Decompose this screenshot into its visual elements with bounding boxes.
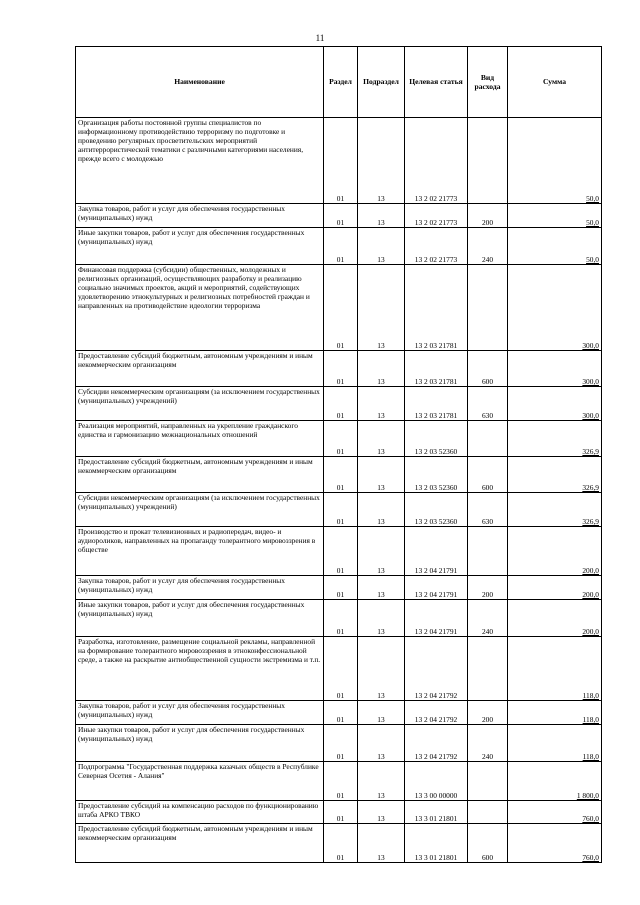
row-expense-type bbox=[468, 118, 508, 204]
row-target: 13 2 03 52360 bbox=[405, 493, 468, 527]
row-target: 13 2 04 21792 bbox=[405, 701, 468, 725]
row-target: 13 2 04 21791 bbox=[405, 600, 468, 637]
row-amount: 50,0 bbox=[508, 118, 602, 204]
row-amount: 300,0 bbox=[508, 265, 602, 351]
row-amount: 760,0 bbox=[508, 824, 602, 863]
row-subsection: 13 bbox=[358, 118, 405, 204]
row-expense-type: 240 bbox=[468, 228, 508, 265]
row-subsection: 13 bbox=[358, 493, 405, 527]
row-expense-type: 200 bbox=[468, 204, 508, 228]
row-name: Иные закупки товаров, работ и услуг для обеспечения государственных (муниципальных) нужд bbox=[76, 725, 324, 762]
row-subsection: 13 bbox=[358, 824, 405, 863]
table-row bbox=[76, 824, 602, 863]
row-amount: 326,9 bbox=[508, 457, 602, 493]
row-expense-type bbox=[468, 527, 508, 576]
row-subsection: 13 bbox=[358, 801, 405, 824]
row-section: 01 bbox=[324, 576, 358, 600]
row-section: 01 bbox=[324, 701, 358, 725]
row-amount: 50,0 bbox=[508, 204, 602, 228]
table-row bbox=[76, 576, 602, 600]
row-section: 01 bbox=[324, 204, 358, 228]
row-section: 01 bbox=[324, 527, 358, 576]
row-subsection: 13 bbox=[358, 228, 405, 265]
budget-table bbox=[75, 46, 602, 863]
row-name: Субсидии некоммерческим организациям (за исключением государственных (муниципальных) учреждений) bbox=[76, 387, 324, 421]
row-section: 01 bbox=[324, 725, 358, 762]
row-subsection: 13 bbox=[358, 351, 405, 387]
row-subsection: 13 bbox=[358, 762, 405, 801]
row-name: Закупка товаров, работ и услуг для обеспечения государственных (муниципальных) нужд bbox=[76, 204, 324, 228]
row-subsection: 13 bbox=[358, 457, 405, 493]
row-target: 13 2 04 21792 bbox=[405, 637, 468, 701]
row-subsection: 13 bbox=[358, 701, 405, 725]
row-section: 01 bbox=[324, 801, 358, 824]
row-section: 01 bbox=[324, 762, 358, 801]
row-section: 01 bbox=[324, 387, 358, 421]
row-name: Разработка, изготовление, размещение социальной рекламы, направленной на формирование толерантного мировоззрения в этноконфессиональной среде, а также на раскрытие антиобщественной сущности экстремизма и т.п. bbox=[76, 637, 324, 701]
row-name: Реализация мероприятий, направленных на укрепление гражданского единства и гармонизацию межнациональных отношений bbox=[76, 421, 324, 457]
row-amount: 300,0 bbox=[508, 351, 602, 387]
row-expense-type: 630 bbox=[468, 493, 508, 527]
row-name: Финансовая поддержка (субсидии) общественных, молодежных и религиозных организаций, осуществляющих разработку и реализацию социально значимых проектов, акций и мероприятий, содействующих удовлетворению этнокультурных и религиозных потребностей граждан и направленных на противодействие идеологии терроризма bbox=[76, 265, 324, 351]
table-row bbox=[76, 265, 602, 351]
row-subsection: 13 bbox=[358, 204, 405, 228]
table-row bbox=[76, 387, 602, 421]
row-section: 01 bbox=[324, 228, 358, 265]
row-name: Иные закупки товаров, работ и услуг для обеспечения государственных (муниципальных) нужд bbox=[76, 600, 324, 637]
row-target: 13 2 02 21773 bbox=[405, 228, 468, 265]
row-name: Субсидии некоммерческим организациям (за исключением государственных (муниципальных) учреждений) bbox=[76, 493, 324, 527]
row-name: Предоставление субсидий бюджетным, автономным учреждениям и иным некоммерческим организациям bbox=[76, 457, 324, 493]
table-row bbox=[76, 351, 602, 387]
row-name: Иные закупки товаров, работ и услуг для обеспечения государственных (муниципальных) нужд bbox=[76, 228, 324, 265]
row-section: 01 bbox=[324, 421, 358, 457]
header-subsection: Подраздел bbox=[358, 47, 405, 118]
table-row bbox=[76, 725, 602, 762]
row-subsection: 13 bbox=[358, 600, 405, 637]
row-amount: 118,0 bbox=[508, 637, 602, 701]
row-target: 13 2 02 21773 bbox=[405, 204, 468, 228]
row-expense-type bbox=[468, 637, 508, 701]
row-amount: 50,0 bbox=[508, 228, 602, 265]
row-subsection: 13 bbox=[358, 637, 405, 701]
table-row bbox=[76, 204, 602, 228]
row-expense-type: 600 bbox=[468, 824, 508, 863]
row-target: 13 2 03 21781 bbox=[405, 265, 468, 351]
row-expense-type: 600 bbox=[468, 457, 508, 493]
table-row bbox=[76, 493, 602, 527]
row-target: 13 2 04 21792 bbox=[405, 725, 468, 762]
row-name: Предоставление субсидий бюджетным, автономным учреждениям и иным некоммерческим организациям bbox=[76, 351, 324, 387]
row-target: 13 2 03 52360 bbox=[405, 457, 468, 493]
row-amount: 118,0 bbox=[508, 701, 602, 725]
row-name: Подпрограмма "Государственная поддержка казачьих обществ в Республике Северная Осетия - Алания" bbox=[76, 762, 324, 801]
row-name: Предоставление субсидий на компенсацию расходов по функционированию штаба АРКО ТВКО bbox=[76, 801, 324, 824]
row-section: 01 bbox=[324, 493, 358, 527]
row-name: Организация работы постоянной группы специалистов по информационному противодействию терроризму по подготовке и проведению регулярных просветительских мероприятий антитеррористической тематики с различными категориями населения, прежде всего с молодежью bbox=[76, 118, 324, 204]
header-expense-type: Вид расхода bbox=[468, 47, 508, 118]
page-number: 11 bbox=[315, 33, 325, 43]
row-target: 13 2 02 21773 bbox=[405, 118, 468, 204]
row-target: 13 2 04 21791 bbox=[405, 576, 468, 600]
row-name: Закупка товаров, работ и услуг для обеспечения государственных (муниципальных) нужд bbox=[76, 701, 324, 725]
row-subsection: 13 bbox=[358, 576, 405, 600]
row-amount: 200,0 bbox=[508, 576, 602, 600]
row-section: 01 bbox=[324, 265, 358, 351]
row-name: Производство и прокат телевизионных и радиопередач, видео- и аудиороликов, направленных на пропаганду толерантного мировоззрения в обществе bbox=[76, 527, 324, 576]
row-amount: 326,9 bbox=[508, 421, 602, 457]
row-expense-type bbox=[468, 421, 508, 457]
table-row bbox=[76, 600, 602, 637]
row-target: 13 2 04 21791 bbox=[405, 527, 468, 576]
table-row bbox=[76, 527, 602, 576]
row-expense-type: 240 bbox=[468, 725, 508, 762]
header-amount: Сумма bbox=[508, 47, 602, 118]
table-row bbox=[76, 801, 602, 824]
row-subsection: 13 bbox=[358, 421, 405, 457]
row-section: 01 bbox=[324, 600, 358, 637]
table-row bbox=[76, 457, 602, 493]
row-section: 01 bbox=[324, 351, 358, 387]
row-target: 13 3 01 21801 bbox=[405, 801, 468, 824]
table-row bbox=[76, 421, 602, 457]
row-target: 13 2 03 52360 bbox=[405, 421, 468, 457]
row-expense-type bbox=[468, 801, 508, 824]
row-amount: 326,9 bbox=[508, 493, 602, 527]
row-subsection: 13 bbox=[358, 527, 405, 576]
row-expense-type: 600 bbox=[468, 351, 508, 387]
table-row bbox=[76, 762, 602, 801]
row-expense-type bbox=[468, 265, 508, 351]
row-name: Предоставление субсидий бюджетным, автономным учреждениям и иным некоммерческим организациям bbox=[76, 824, 324, 863]
row-section: 01 bbox=[324, 457, 358, 493]
row-target: 13 2 03 21781 bbox=[405, 351, 468, 387]
table-header-row bbox=[76, 47, 602, 118]
row-expense-type bbox=[468, 762, 508, 801]
header-target: Целевая статья bbox=[405, 47, 468, 118]
table-row bbox=[76, 701, 602, 725]
row-amount: 300,0 bbox=[508, 387, 602, 421]
row-target: 13 3 01 21801 bbox=[405, 824, 468, 863]
row-expense-type: 630 bbox=[468, 387, 508, 421]
row-target: 13 3 00 00000 bbox=[405, 762, 468, 801]
row-subsection: 13 bbox=[358, 265, 405, 351]
row-amount: 200,0 bbox=[508, 600, 602, 637]
row-name: Закупка товаров, работ и услуг для обеспечения государственных (муниципальных) нужд bbox=[76, 576, 324, 600]
table-row bbox=[76, 118, 602, 204]
table-row bbox=[76, 637, 602, 701]
row-target: 13 2 03 21781 bbox=[405, 387, 468, 421]
header-section: Раздел bbox=[324, 47, 358, 118]
row-subsection: 13 bbox=[358, 387, 405, 421]
row-expense-type: 240 bbox=[468, 600, 508, 637]
row-amount: 200,0 bbox=[508, 527, 602, 576]
row-expense-type: 200 bbox=[468, 701, 508, 725]
row-section: 01 bbox=[324, 637, 358, 701]
row-section: 01 bbox=[324, 824, 358, 863]
row-subsection: 13 bbox=[358, 725, 405, 762]
row-expense-type: 200 bbox=[468, 576, 508, 600]
row-section: 01 bbox=[324, 118, 358, 204]
table-row bbox=[76, 228, 602, 265]
header-name: Наименование bbox=[76, 47, 324, 118]
row-amount: 760,0 bbox=[508, 801, 602, 824]
row-amount: 1 800,0 bbox=[508, 762, 602, 801]
row-amount: 118,0 bbox=[508, 725, 602, 762]
